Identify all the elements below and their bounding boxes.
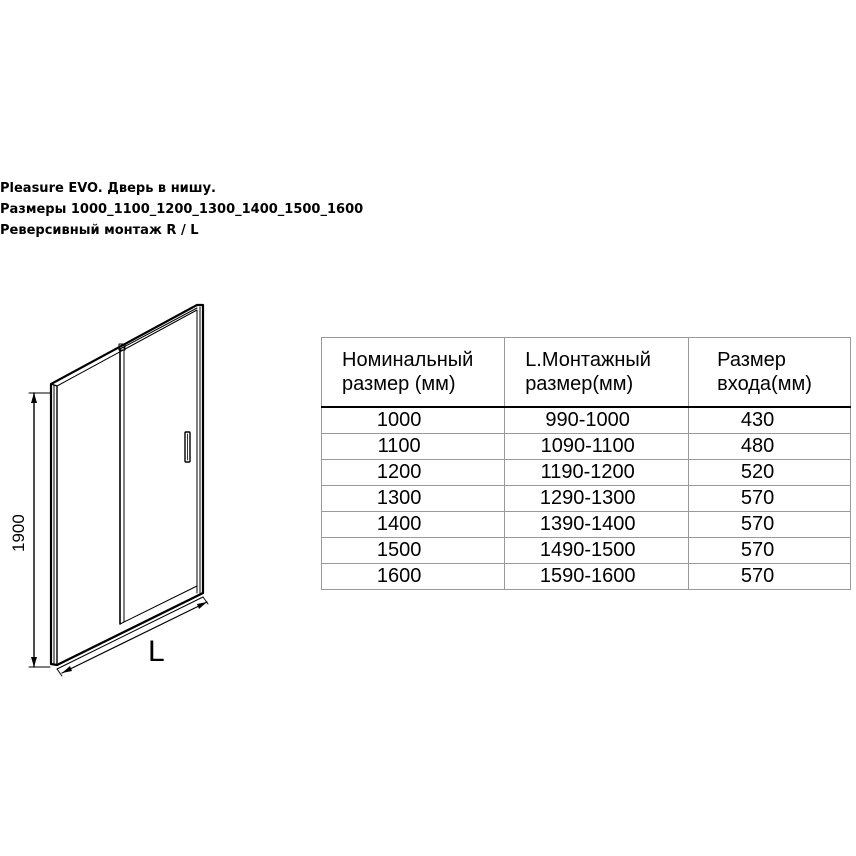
size-table xyxy=(321,337,851,590)
door-frame xyxy=(51,305,203,665)
table-row xyxy=(322,434,851,460)
height-dimension-line xyxy=(29,393,50,667)
cell-mounting: 1190-1200 xyxy=(505,460,689,486)
cell-mounting: 1290-1300 xyxy=(505,486,689,512)
door-handle xyxy=(185,432,190,462)
cell-nominal: 1000 xyxy=(322,407,505,434)
table-row xyxy=(322,460,851,486)
product-header xyxy=(0,178,363,241)
table-row xyxy=(322,407,851,434)
cell-entry: 480 xyxy=(689,434,851,460)
product-title: Pleasure EVO. Дверь в нишу. xyxy=(0,181,216,196)
table-row xyxy=(322,538,851,564)
cell-entry: 520 xyxy=(689,460,851,486)
cell-nominal: 1600 xyxy=(322,564,505,590)
mounting-line: Реверсивный монтаж R / L xyxy=(0,223,199,238)
bottom-rail xyxy=(57,593,203,669)
table-row xyxy=(322,486,851,512)
cell-entry: 430 xyxy=(689,407,851,434)
cell-mounting: 990-1000 xyxy=(505,407,689,434)
cell-nominal: 1400 xyxy=(322,512,505,538)
door-drawing xyxy=(0,290,320,690)
cell-mounting: 1490-1500 xyxy=(505,538,689,564)
width-dimension-line xyxy=(57,597,208,676)
cell-mounting: 1590-1600 xyxy=(505,564,689,590)
cell-nominal: 1500 xyxy=(322,538,505,564)
header-nominal-size: Номинальный размер (мм) xyxy=(322,338,505,408)
cell-entry: 570 xyxy=(689,512,851,538)
table-row xyxy=(322,512,851,538)
cell-nominal: 1200 xyxy=(322,460,505,486)
sliding-panel xyxy=(119,308,197,624)
cell-mounting: 1390-1400 xyxy=(505,512,689,538)
cell-entry: 570 xyxy=(689,564,851,590)
width-label: L xyxy=(148,635,165,668)
cell-entry: 570 xyxy=(689,486,851,512)
header-mounting-size: L.Монтажный размер(мм) xyxy=(505,338,689,408)
product-sizes-line: Размеры 1000_1100_1200_1300_1400_1500_1600 xyxy=(0,202,364,217)
cell-nominal: 1100 xyxy=(322,434,505,460)
table-header-row xyxy=(322,338,851,408)
height-label: 1900 xyxy=(9,514,28,552)
cell-mounting: 1090-1100 xyxy=(505,434,689,460)
cell-nominal: 1300 xyxy=(322,486,505,512)
cell-entry: 570 xyxy=(689,538,851,564)
header-entry-size: Размер входа(мм) xyxy=(689,338,851,408)
table-row xyxy=(322,564,851,590)
